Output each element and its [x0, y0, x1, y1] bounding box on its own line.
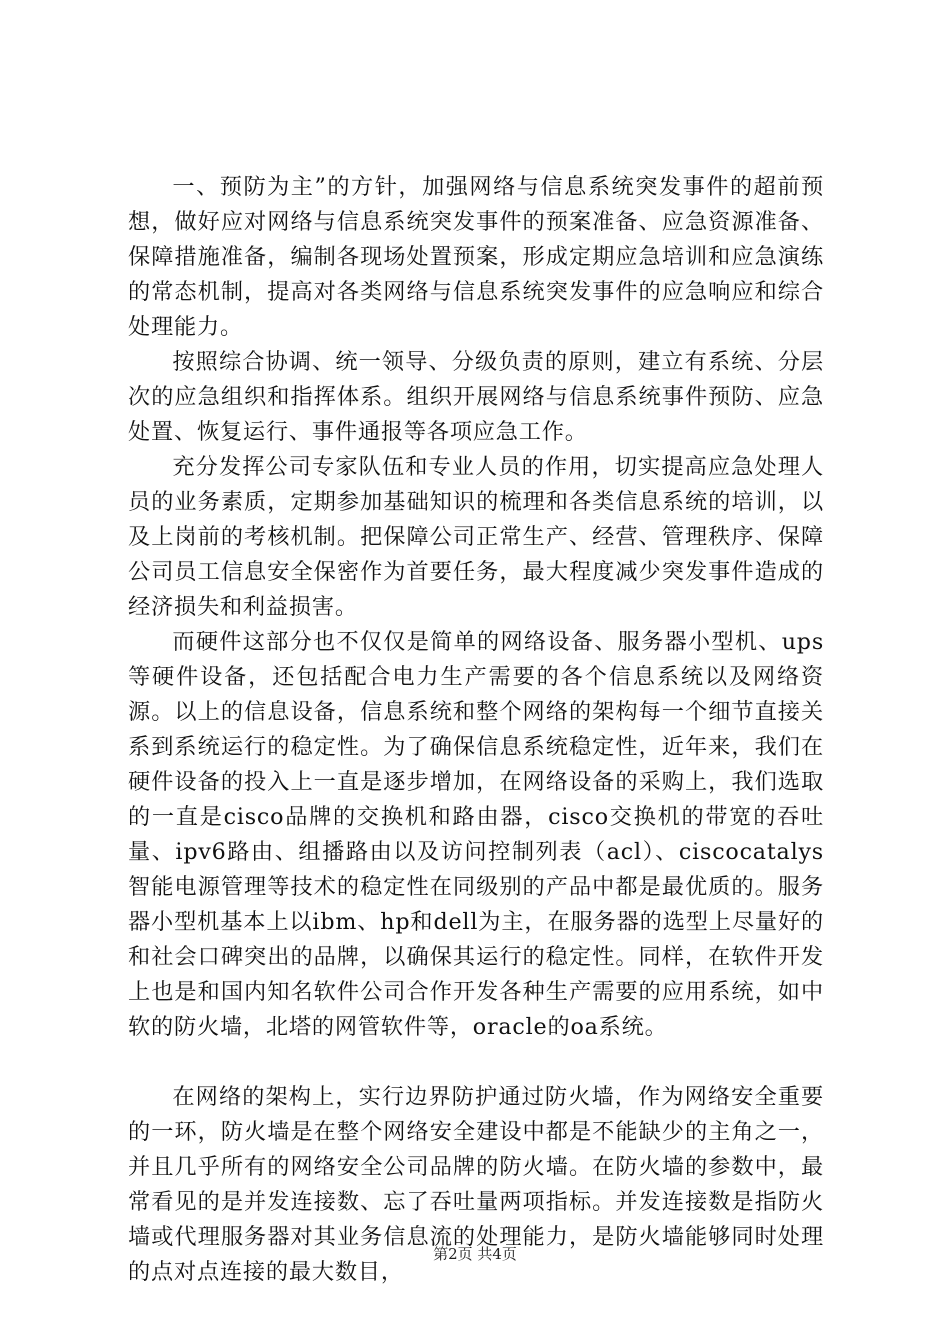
paragraph-firewall: 在网络的架构上，实行边界防护通过防火墙，作为网络安全重要的一环，防火墙是在整个网络安全建设中都是不能缺少的主角之一，并且几乎所有的网络安全公司品牌的防火墙。在防火墙的参数中，最常看见的是并发连接数、忘了吞吐量两项指标。并发连接数是指防火墙或代理服务器对其业务信息流的处理能力，是防火墙能够同时处理的点对点连接的最大数目，	[128, 1084, 824, 1285]
paragraph-hardware-software: 而硬件这部分也不仅仅是简单的网络设备、服务器小型机、ups等硬件设备，还包括配合电力生产需要的各个信息系统以及网络资源。以上的信息设备，信息系统和整个网络的架构每一个细节直接关系到系统运行的稳定性。为了确保信息系统稳定性，近年来，我们在硬件设备的投入上一直是逐步增加，在网络设备的采购上，我们选取的一直是cisco品牌的交换机和路由器，cisco交换机的带宽的吞吐量、ipv6路由、组播路由以及访问控制列表（acl）、ciscocatalys智能电源管理等技术的稳定性在同级别的产品中都是最优质的。服务器小型机基本上以ibm、hp和dell为主，在服务器的选型上尽量好的和社会口碑突出的品牌，以确保其运行的稳定性。同样，在软件开发上也是和国内知名软件公司合作开发各种生产需要的应用系统，如中软的防火墙，北塔的网管软件等，oracle的oa系统。	[128, 629, 824, 1040]
document-body	[128, 170, 824, 1290]
paragraph-prevention-policy: 一、预防为主”的方针，加强网络与信息系统突发事件的超前预想，做好应对网络与信息系统突发事件的预案准备、应急资源准备、保障措施准备，编制各现场处置预案，形成定期应急培训和应急演练的常态机制，提高对各类网络与信息系统突发事件的应急响应和综合处理能力。	[128, 174, 824, 340]
paragraph-personnel-training: 充分发挥公司专家队伍和专业人员的作用，切实提高应急处理人员的业务素质，定期参加基础知识的梳理和各类信息系统的培训，以及上岗前的考核机制。把保障公司正常生产、经营、管理秩序、保障公司员工信息安全保密作为首要任务，最大程度减少突发事件造成的经济损失和利益损害。	[128, 454, 824, 620]
page-footer: 第2页 共4页	[433, 1245, 517, 1263]
paragraph-command-system: 按照综合协调、统一领导、分级负责的原则，建立有系统、分层次的应急组织和指挥体系。组织开展网络与信息系统事件预防、应急处置、恢复运行、事件通报等各项应急工作。	[128, 349, 824, 445]
